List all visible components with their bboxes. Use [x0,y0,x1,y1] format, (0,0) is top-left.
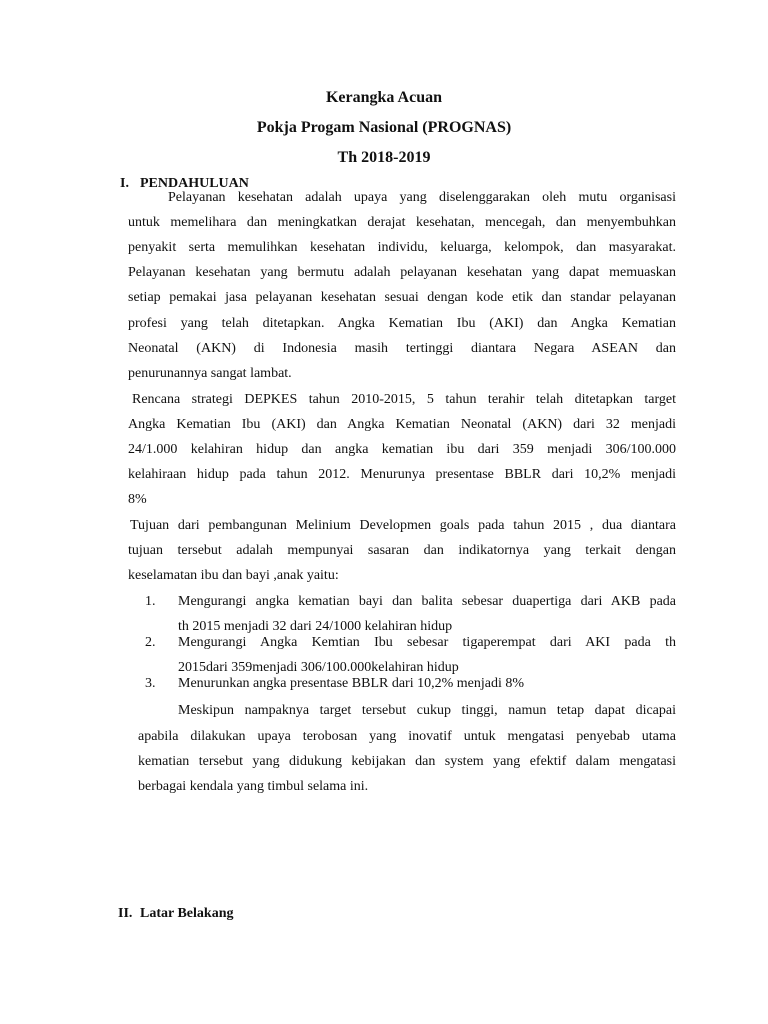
paragraph-line: setiap pemakai jasa pelayanan kesehatan sesuai dengan kode etik dan standar pelayanan [128,290,676,305]
section-number: I. [120,176,129,191]
paragraph-line: 24/1.000 kelahiran hidup dan angka kematian ibu dari 359 menjadi 306/100.000 [128,442,676,457]
paragraph-line: penyakit serta memulihkan kesehatan individu, keluarga, kelompok, dan masyarakat. [128,240,676,255]
document-period: Th 2018-2019 [337,149,431,166]
paragraph-line: 8% [128,492,147,507]
paragraph-line: profesi yang telah ditetapkan. Angka Kematian Ibu (AKI) dan Angka Kematian [128,316,676,331]
list-item-line: Menurunkan angka presentase BBLR dari 10,2% menjadi 8% [178,676,525,691]
document-subtitle: Pokja Progam Nasional (PROGNAS) [256,119,512,136]
paragraph-line: untuk memelihara dan meningkatkan derajat kesehatan, mencegah, dan menyembuhkan [128,215,676,230]
section-title: PENDAHULUAN [140,176,249,191]
paragraph-line: Neonatal (AKN) di Indonesia masih tertinggi diantara Negara ASEAN dan [128,341,676,356]
list-number: 2. [145,635,156,650]
list-item-line: 2015dari 359menjadi 306/100.000kelahiran hidup [178,660,459,675]
list-number: 1. [145,594,156,609]
paragraph-line: penurunannya sangat lambat. [128,366,292,381]
paragraph-line: Meskipun nampaknya target tersebut cukup tinggi, namun tetap dapat dicapai [178,703,676,718]
list-number: 3. [145,676,156,691]
list-item-line: Mengurangi angka kematian bayi dan balita sebesar duapertiga dari AKB pada [178,594,676,609]
paragraph-line: berbagai kendala yang timbul selama ini. [138,779,369,794]
paragraph-line: Angka Kematian Ibu (AKI) dan Angka Kematian Neonatal (AKN) dari 32 menjadi [128,417,676,432]
paragraph-line: Rencana strategi DEPKES tahun 2010-2015, 5 tahun terahir telah ditetapkan target [132,392,676,407]
paragraph-line: tujuan tersebut adalah mempunyai sasaran dan indikatornya yang terkait dengan [128,543,676,558]
paragraph-line: Tujuan dari pembangunan Melinium Developmen goals pada tahun 2015 , dua diantara [130,518,676,533]
paragraph-line: kelahiraan hidup pada tahun 2012. Menurunya presentase BBLR dari 10,2% menjadi [128,467,676,482]
paragraph-line: apabila dilakukan upaya terobosan yang inovatif untuk mengatasi penyebab utama [138,729,676,744]
section-title: Latar Belakang [140,906,234,921]
paragraph-line: kematian tersebut yang didukung kebijakan dan system yang efektif dalam mengatasi [138,754,676,769]
paragraph-line: Pelayanan kesehatan adalah upaya yang diselenggarakan oleh mutu organisasi [168,190,676,205]
paragraph-line: keselamatan ibu dan bayi ,anak yaitu: [128,568,339,583]
list-item-line: th 2015 menjadi 32 dari 24/1000 kelahiran hidup [178,619,453,634]
paragraph-line: Pelayanan kesehatan yang bermutu adalah pelayanan kesehatan yang dapat memuaskan [128,265,676,280]
document-title: Kerangka Acuan [325,89,442,106]
list-item-line: Mengurangi Angka Kemtian Ibu sebesar tigaperempat dari AKI pada th [178,635,676,650]
section-heading-latar-belakang [118,905,233,923]
section-number: II. [118,906,133,921]
